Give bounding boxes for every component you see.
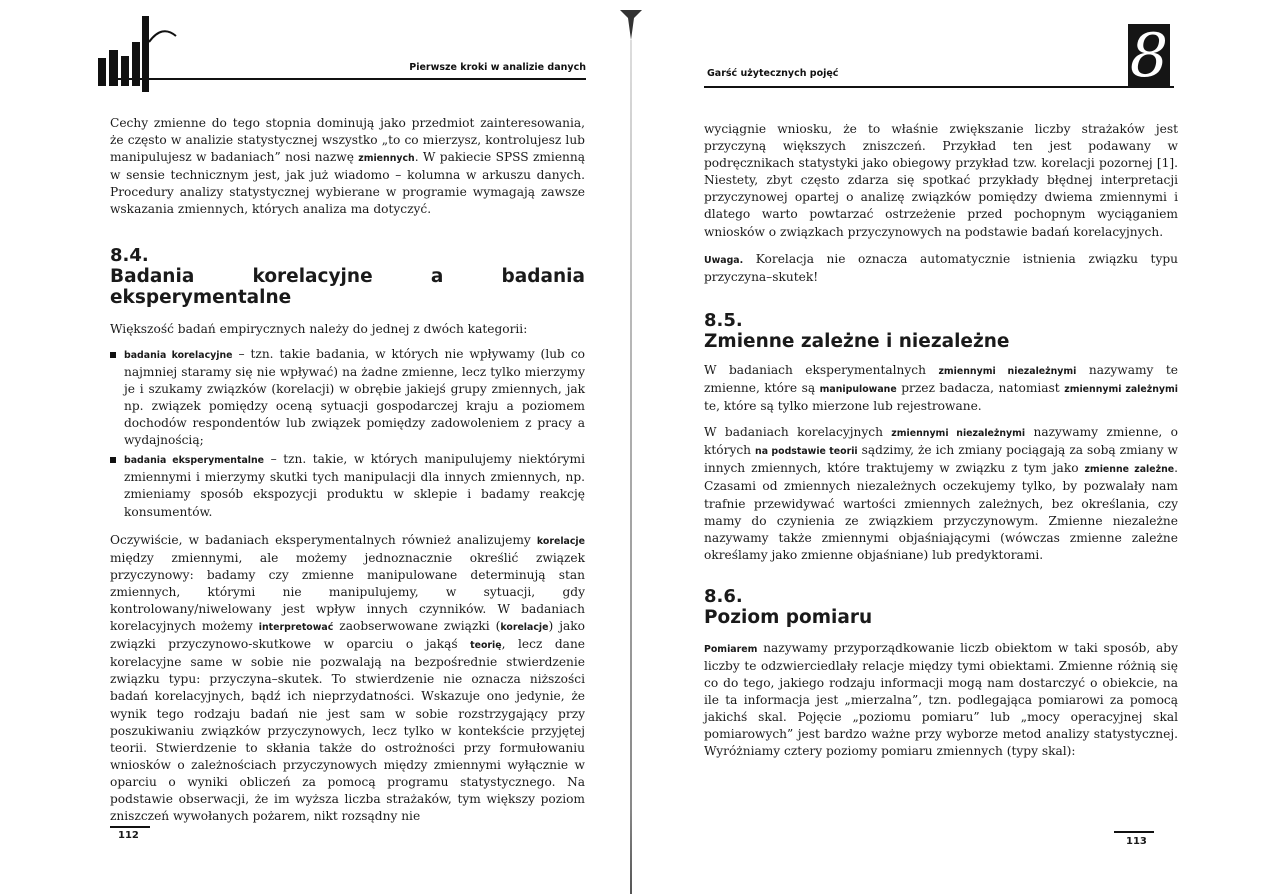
body-paragraph: W badaniach eksperymentalnych zmiennymi niezależnymi nazywamy te zmienne, które są manipulowane przez badacza, natomiast zmiennymi zależnymi te, które są tylko mierzone lub rejestrowane. [704,362,1179,414]
left-page [0,0,628,894]
keyword: manipulowane [819,383,897,395]
page-number: 113 [1126,836,1147,847]
keyword: teorię [470,640,502,652]
list-item: badania korelacyjne – tzn. takie badania, w których nie wpływamy (lub co najmniej staramy się nie wpływać) na żadne zmienne, lecz tylko mierzymy je i szukamy związków (korelacji) w obrębie jakiejś grupy zmiennych, jak np. związek pomiędzy oceną sytuacji gospodarczej kraju a poziomem dochodów respondentów lub związek pomiędzy zadowoleniem z pracy a wydajnością; [110,346,585,450]
keyword: interpretować [258,622,334,634]
keyword: korelacje [536,535,585,547]
keyword: zmiennymi zależnymi [1064,383,1178,395]
folio-rule [110,826,150,828]
section-number: 8.4. [110,244,149,266]
section-title: Poziom pomiaru [704,606,873,628]
page-number: 112 [118,830,139,841]
keyword: zmiennymi niezależnymi [891,428,1026,440]
running-head: Pierwsze kroki w analizie danych [409,62,586,73]
keyword: zmiennych [358,153,415,165]
keyword: zmiennymi niezależnymi [938,365,1077,377]
keyword: na podstawie teorii [755,446,858,458]
bullet-list [110,346,585,521]
section-number: 8.6. [704,585,743,607]
bullet-icon [110,457,116,463]
body-paragraph: W badaniach korelacyjnych zmiennymi niezależnymi nazywamy zmienne, o których na podstawie teorii sądzimy, że ich zmiany pociągają za sobą zmiany w innych zmiennych, które traktujemy w związku z tym jako zmienne zależne. Czasami od zmiennych niezależnych oczekujemy tylko, by pozwalały nam trafnie przewidywać wartości zmiennych zależnych, bez określania, czy mamy do czynienia ze związkiem przyczynowym. Zmienne niezależne nazywamy także zmiennymi objaśniającymi (wówczas zmienne zależne określamy jako zmienne objaśniane) lub predyktorami. [704,425,1179,562]
section-title: Badania korelacyjne a badania eksperymentalne [110,265,585,308]
header-rule [704,86,1174,88]
header-rule [110,78,586,80]
section-title: Zmienne zależne i niezależne [704,330,1010,352]
right-page [634,0,1262,894]
note-paragraph: Uwaga. Korelacja nie oznacza automatycznie istnienia związku typu przyczyna–skutek! [704,251,1178,284]
body-paragraph: Oczywiście, w badaniach eksperymentalnych również analizujemy korelacje między zmiennymi, ale możemy jednoznacznie określić związek przyczynowy: badamy czy zmienne manipulowane determinują stan zmiennych, którymi nie manipulujemy, w sytuacji, gdy kontrolowany/niwelowany jest wpływ innych czynników. W badaniach korelacyjnych możemy interpretować zaobserwowane związki (korelacje) jako związki przyczynowo-skutkowe w oparciu o jakąś teorię, lecz dane korelacyjne same w sobie nie pozwalają na bezpośrednie stwierdzenie związku typu: przyczyna–skutek. To stwierdzenie nie oznacza niższości badań korelacyjnych, bądź ich nieprzydatności. Wskazuje ono jedynie, że wynik tego rodzaju badań nie jest sam w sobie rozstrzygający przy poszukiwaniu związków przyczynowych, lecz tylko w kontekście przyjętej teorii. Stwierdzenie to skłania także do ostrożności przy formułowaniu wniosków o zależnościach przyczynowych między zmiennymi wyłącznie w oparciu o wyniki obliczeń za pomocą programu statystycznego. Na podstawie obserwacji, że im wyższa liczba strażaków, tym większy poziom zniszczeń wywołanych pożarem, nikt rozsądny nie [110,532,586,824]
keyword: Pomiarem [704,643,758,655]
bullet-icon [110,352,116,358]
section-lead: Większość badań empirycznych należy do jednej z dwóch kategorii: [110,321,528,336]
left-body [110,115,585,825]
right-body [704,121,1178,761]
keyword: zmienne zależne [1084,464,1175,476]
running-head: Garść użytecznych pojęć [707,68,839,79]
continuation-paragraph: wyciągnie wniosku, że to właśnie zwiększanie liczby strażaków jest przyczyną większych zniszczeń. Przykład ten jest podawany w podręcznikach statystyki jako obiegowy przykład tzw. korelacji pozornej [1]. Niestety, zbyt często zdarza się spotkać przykłady błędnej interpretacji przyczynowej opartej o analizę związków pomiędzy dwiema zmiennymi i dlatego warto powtarzać ostrzeżenie przed pochopnym wyciąganiem wniosków o związkach przyczynowych na podstawie badań korelacyjnych. [704,122,1178,239]
body-paragraph: Pomiarem nazywamy przyporządkowanie liczb obiektom w taki sposób, aby liczby te odzwierciedlały relacje między tymi obiektami. Zmienne różnią się co do tego, jakiego rodzaju informacji mogą nam dostarczyć o obiekcie, na ile ta informacja jest „mierzalna”, tzn. podlegająca pomiarowi za pomocą jakichś skal. Pojęcie „poziomu pomiaru” lub „mocy operacyjnej skal pomiarowych” jest bardzo ważne przy wyborze metod analizy statystycznej. Wyróżniamy cztery poziomy pomiaru zmiennych (typy skal): [704,640,1178,759]
keyword: badania korelacyjne [124,349,233,361]
book-logo-icon [92,14,178,94]
keyword: korelacje [500,622,549,634]
folio-rule [1114,831,1154,833]
intro-paragraph: Cechy zmienne do tego stopnia dominują jako przedmiot zainteresowania, że często w analizie statystycznej wszystko „to co mierzysz, kontrolujesz lub manipulujesz w badaniach” nosi nazwę zmiennych. W pakiecie SPSS zmienną w sensie technicznym jest, jak już wiadomo – kolumna w arkuszu danych. Procedury analizy statystycznej wybierane w programie wymagają zawsze wskazania zmiennych, których analiza ma dotyczyć. [110,116,585,217]
list-item: badania eksperymentalne – tzn. takie, w których manipulujemy niektórymi zmiennymi i mierzymy skutki tych manipulacji dla innych zmiennych, np. zmieniamy sposób ekspozycji produktu w sklepie i badamy reakcję konsumentów. [110,451,585,520]
keyword: badania eksperymentalne [124,455,265,467]
chapter-number-badge: 8 [1129,24,1169,88]
section-number: 8.5. [704,309,743,331]
keyword: Uwaga. [704,254,744,266]
